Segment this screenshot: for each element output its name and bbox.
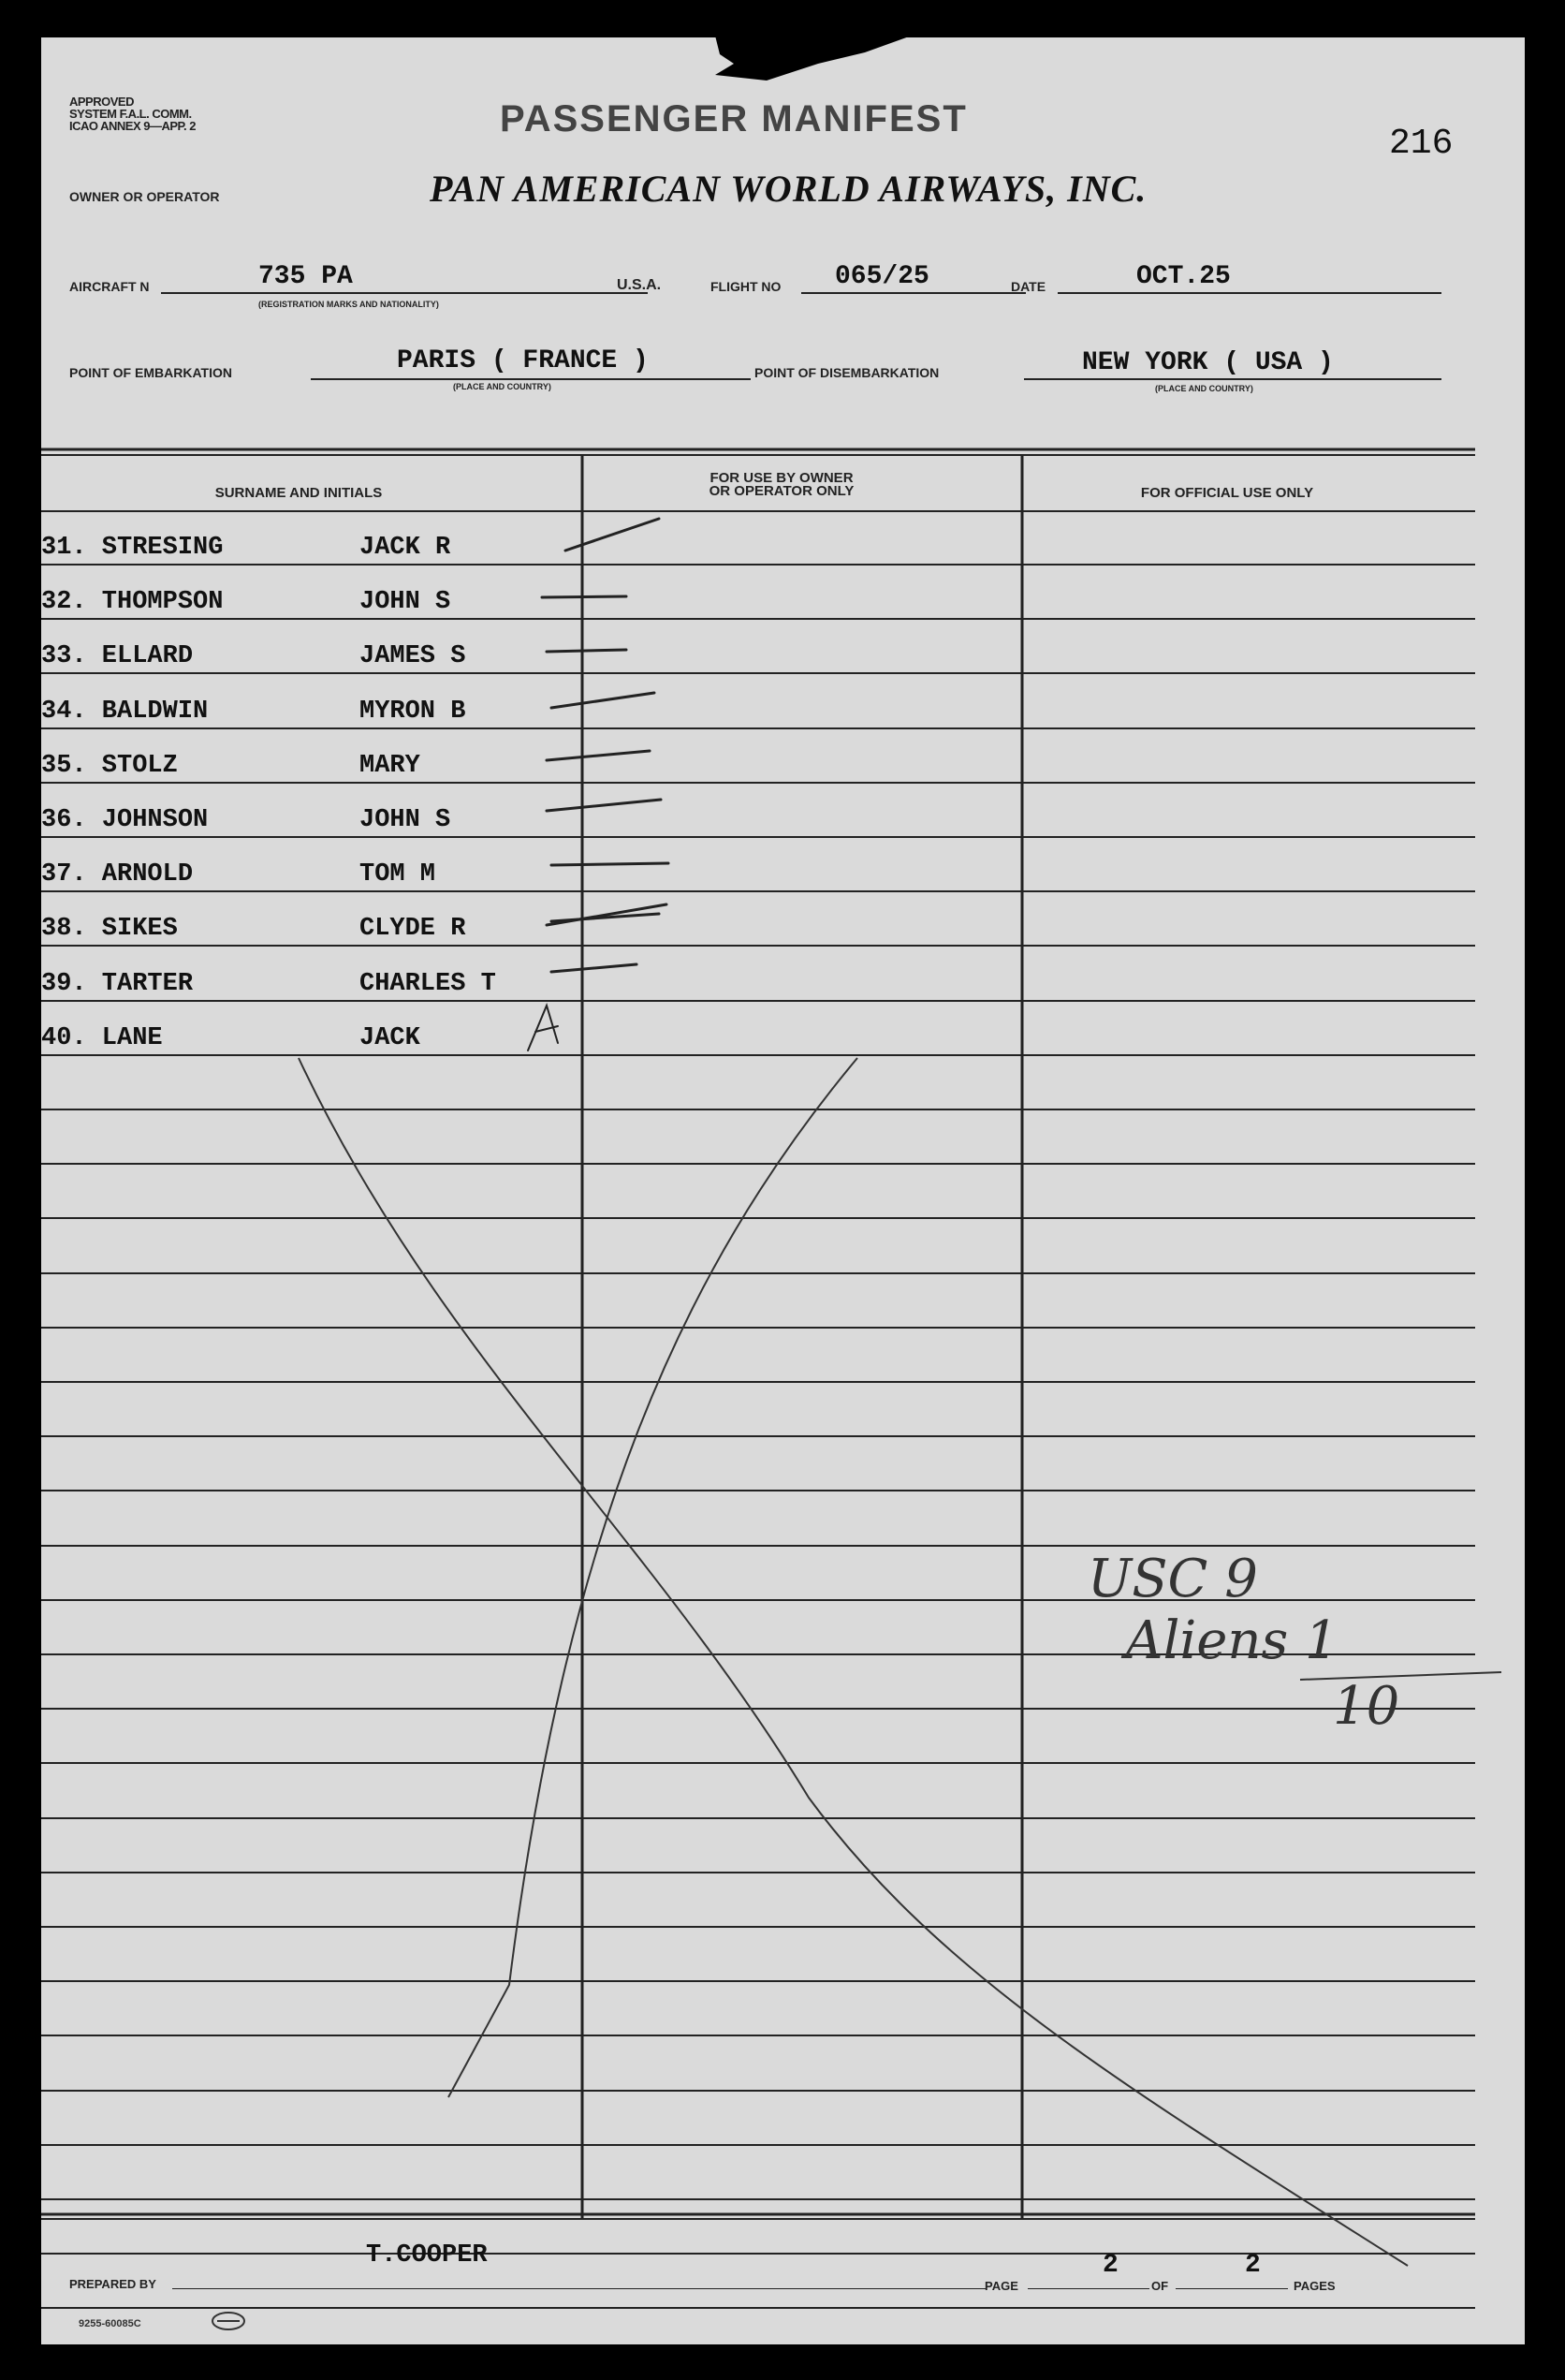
form-number: 9255-60085C: [79, 2318, 141, 2329]
aircraft-value: 735 PA: [258, 262, 353, 291]
passenger-surname: 39. TARTER: [41, 970, 194, 998]
passenger-initials: MYRON B: [359, 698, 466, 726]
check-marks: [41, 37, 1525, 2344]
check-mark-icon: [547, 800, 661, 811]
flight-value: 065/25: [835, 262, 929, 291]
check-mark-icon: [551, 964, 636, 972]
passenger-surname: 32. THOMPSON: [41, 588, 224, 616]
check-mark-icon: [565, 519, 659, 551]
approval-line: ICAO ANNEX 9—APP. 2: [69, 119, 196, 133]
aircraft-label: AIRCRAFT N: [69, 279, 150, 294]
embarkation-sublabel: (PLACE AND COUNTRY): [453, 382, 551, 391]
operator-name: PAN AMERICAN WORLD AIRWAYS, INC.: [430, 168, 1148, 210]
owner-label: OWNER OR OPERATOR: [69, 189, 220, 204]
passenger-initials: JACK R: [359, 534, 451, 562]
document-title: PASSENGER MANIFEST: [500, 98, 968, 140]
approval-line: SYSTEM F.A.L. COMM.: [69, 107, 192, 121]
of-label: OF: [1151, 2279, 1169, 2293]
initial-a-mark: [528, 1006, 558, 1050]
passenger-surname: 31. STRESING: [41, 534, 224, 562]
col-header-owner-line: OR OPERATOR ONLY: [709, 483, 855, 499]
disembarkation-sublabel: (PLACE AND COUNTRY): [1155, 384, 1253, 393]
passenger-initials: MARY: [359, 752, 420, 780]
passenger-surname: 40. LANE: [41, 1024, 163, 1052]
page-underline: [1028, 2288, 1149, 2289]
handwritten-usc-count: USC 9: [1088, 1549, 1258, 1609]
check-mark-icon: [547, 650, 626, 652]
passenger-surname: 33. ELLARD: [41, 642, 194, 670]
manifest-sheet: [41, 37, 1525, 2344]
of-value: 2: [1245, 2251, 1261, 2280]
passenger-initials: JACK: [359, 1024, 420, 1052]
aircraft-sublabel: (REGISTRATION MARKS AND NATIONALITY): [258, 300, 439, 309]
pages-label: PAGES: [1294, 2279, 1336, 2293]
prepared-by-underline: [172, 2288, 987, 2289]
passenger-initials: JOHN S: [359, 588, 451, 616]
check-mark-icon: [551, 863, 668, 865]
date-label: DATE: [1011, 279, 1046, 294]
disembarkation-label: POINT OF DISEMBARKATION: [754, 365, 940, 380]
passenger-initials: CLYDE R: [359, 915, 466, 943]
passenger-initials: JOHN S: [359, 806, 451, 834]
handwritten-aliens-count: Aliens 1: [1125, 1610, 1338, 1671]
handwritten-total: 10: [1333, 1676, 1400, 1737]
disembarkation-value: NEW YORK ( USA ): [1082, 348, 1334, 377]
embarkation-label: POINT OF EMBARKATION: [69, 365, 232, 380]
union-label-icon: [210, 2309, 247, 2333]
of-underline: [1176, 2288, 1288, 2289]
passenger-surname: 38. SIKES: [41, 915, 178, 943]
passenger-surname: 35. STOLZ: [41, 752, 178, 780]
check-mark-icon: [547, 751, 650, 760]
page-value: 2: [1103, 2251, 1119, 2280]
passenger-surname: 34. BALDWIN: [41, 698, 209, 726]
strike-line: [448, 1058, 857, 2097]
country-label: U.S.A.: [617, 277, 662, 293]
prepared-by-value: T.COOPER: [366, 2241, 488, 2270]
date-value: OCT.25: [1136, 262, 1231, 291]
passenger-initials: JAMES S: [359, 642, 466, 670]
embarkation-value: PARIS ( FRANCE ): [397, 346, 649, 375]
passenger-surname: 37. ARNOLD: [41, 860, 194, 889]
page-number: 216: [1389, 124, 1454, 164]
approval-line: APPROVED: [69, 95, 134, 109]
prepared-by-label: PREPARED BY: [69, 2277, 156, 2291]
check-mark-icon: [551, 693, 654, 708]
passenger-surname: 36. JOHNSON: [41, 806, 209, 834]
col-header-surname: SURNAME AND INITIALS: [214, 485, 383, 501]
check-mark-icon: [542, 596, 626, 597]
page-label: PAGE: [985, 2279, 1018, 2293]
passenger-initials: TOM M: [359, 860, 436, 889]
col-header-official: FOR OFFICIAL USE ONLY: [1140, 485, 1314, 501]
tally-line: [1295, 1667, 1511, 1685]
col-header-owner-line: FOR USE BY OWNER: [709, 470, 854, 486]
flight-label: FLIGHT NO: [710, 279, 782, 294]
passenger-initials: CHARLES T: [359, 970, 496, 998]
